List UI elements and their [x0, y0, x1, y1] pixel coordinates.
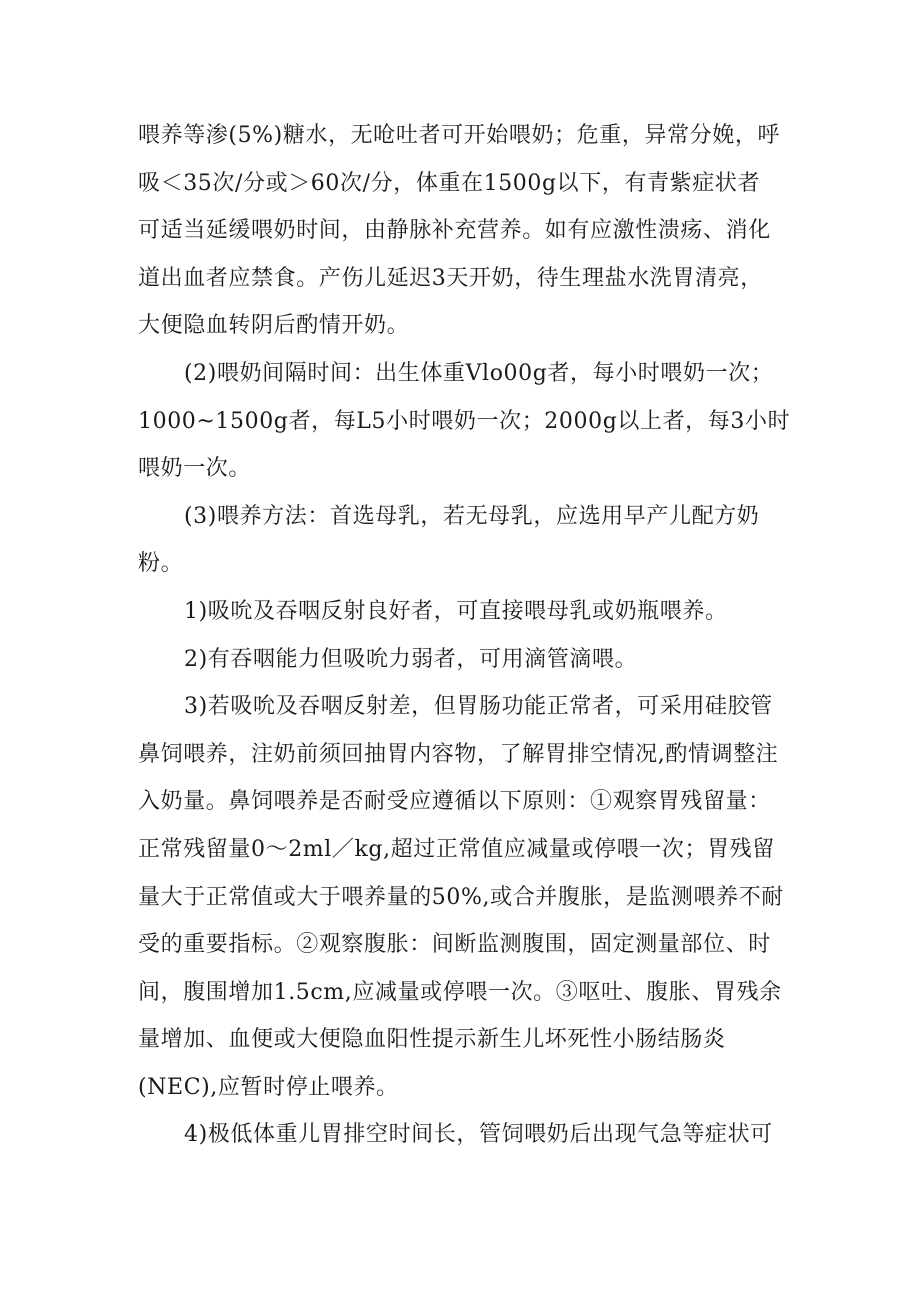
text-line: 入奶量。鼻饲喂养是否耐受应遵循以下原则：①观察胃残留量： [138, 789, 771, 815]
text-line: 2)有吞咽能力但吸吮力弱者，可用滴管滴喂。 [184, 646, 638, 672]
text-line: 间，腹围增加1.5cm,应减量或停喂一次。③呕吐、腹胀、胃残余 [138, 979, 782, 1005]
text-line: 正常残留量0～2ml／kg,超过正常值应减量或停喂一次；胃残留 [138, 836, 775, 862]
text-line: 吸＜35次/分或＞60次/分，体重在1500g以下，有青紫症状者 [138, 170, 761, 196]
text-line: (2)喂奶间隔时间：出生体重Vlo00g者，每小时喂奶一次； [184, 360, 774, 386]
document-body [138, 112, 798, 1159]
text-line: 喂奶一次。 [138, 456, 252, 482]
text-line: 3)若吸吮及吞咽反射差，但胃肠功能正常者，可采用硅胶管 [184, 694, 773, 720]
text-line: 可适当延缓喂奶时间，由静脉补充营养。如有应激性溃疡、消化 [138, 218, 771, 244]
text-line: 量增加、血便或大便隐血阳性提示新生儿坏死性小肠结肠炎 [138, 1027, 726, 1053]
text-line: 鼻饲喂养，注奶前须回抽胃内容物，了解胃排空情况,酌情调整注 [138, 741, 779, 767]
text-line: 喂养等渗(5%)糖水，无呛吐者可开始喂奶；危重，异常分娩，呼 [138, 123, 781, 148]
text-line: 1)吸吮及吞咽反射良好者，可直接喂母乳或奶瓶喂养。 [184, 598, 728, 624]
text-line: 粉。 [138, 551, 184, 577]
text-line: 4)极低体重儿胃排空时间长，管饲喂奶后出现气急等症状可 [184, 1122, 773, 1148]
text-line: 1000~1500g者，每L5小时喂奶一次；2000g以上者，每3小时 [138, 408, 791, 434]
text-line: (3)喂养方法：首选母乳，若无母乳，应选用早产儿配方奶 [184, 503, 760, 529]
text-line: 大便隐血转阴后酌情开奶。 [138, 313, 410, 339]
text-line: (NEC),应暂时停止喂养。 [138, 1074, 399, 1100]
text-line: 量大于正常值或大于喂养量的50%,或合并腹胀，是监测喂养不耐 [138, 884, 784, 910]
text-line: 受的重要指标。②观察腹胀：间断监测腹围，固定测量部位、时 [138, 932, 771, 958]
text-line: 道出血者应禁食。产伤儿延迟3天开奶，待生理盐水洗胃清亮， [138, 265, 763, 291]
